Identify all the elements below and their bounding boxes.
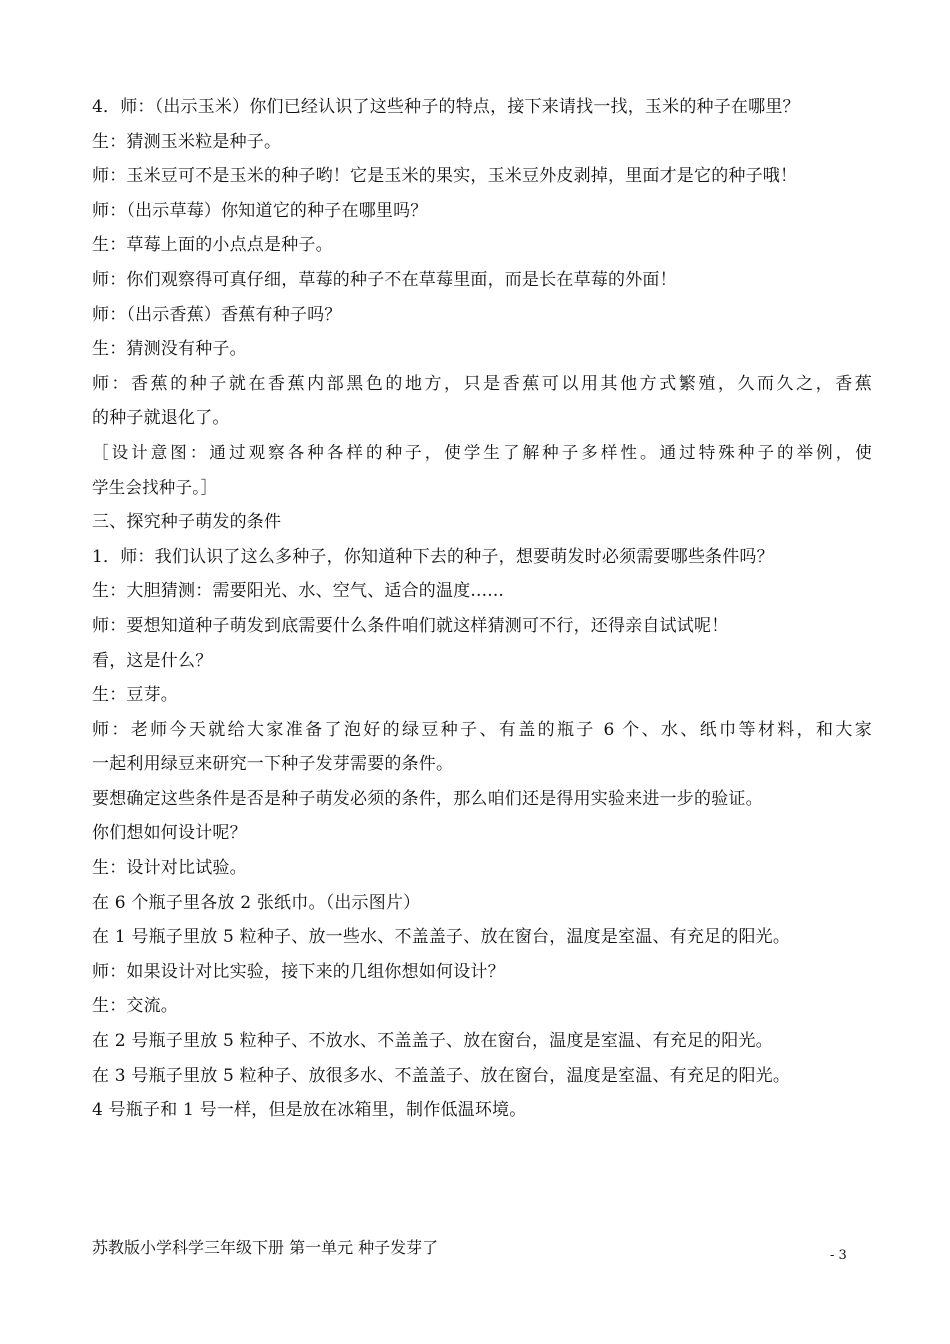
- paragraph-line: 师：老师今天就给大家准备了泡好的绿豆种子、有盖的瓶子 6 个、水、纸巾等材料，和大家: [92, 719, 872, 740]
- paragraph-line: 要想确定这些条件是否是种子萌发必须的条件，那么咱们还是得用实验来进一步的验证。: [92, 788, 763, 809]
- paragraph-line: 一起利用绿豆来研究一下种子发芽需要的条件。: [92, 754, 454, 775]
- paragraph-line: 师：如果设计对比实验，接下来的几组你想如何设计？: [92, 961, 505, 982]
- page-number: - 3: [830, 1248, 847, 1263]
- paragraph-line: 生：草莓上面的小点点是种子。: [92, 235, 333, 256]
- paragraph-line: 生：设计对比试验。: [92, 858, 247, 879]
- paragraph-line: 师：你们观察得可真仔细，草莓的种子不在草莓里面，而是长在草莓的外面！: [92, 269, 677, 290]
- body-text: [92, 90, 872, 1128]
- paragraph-line: 4 号瓶子和 1 号一样，但是放在冰箱里，制作低温环境。: [92, 1100, 527, 1121]
- paragraph-line: 看，这是什么？: [92, 650, 213, 671]
- paragraph-line: 4．师：（出示玉米）你们已经认识了这些种子的特点，接下来请找一找，玉米的种子在哪里？: [92, 97, 800, 117]
- design-intent-note: 学生会找种子。］: [92, 477, 218, 497]
- design-intent-note: ［设计意图：通过观察各种各样的种子，使学生了解种子多样性。通过特殊种子的举例，使: [92, 442, 872, 462]
- paragraph-line: 师：（出示草莓）你知道它的种子在哪里吗？: [92, 200, 428, 221]
- paragraph-line: 生：豆芽。: [92, 685, 178, 706]
- paragraph-line: 师：香蕉的种子就在香蕉内部黑色的地方，只是香蕉可以用其他方式繁殖，久而久之，香蕉: [92, 373, 872, 394]
- paragraph-line: 你们想如何设计呢？: [92, 823, 247, 844]
- paragraph-line: 师：玉米豆可不是玉米的种子哟！它是玉米的果实，玉米豆外皮剥掉，里面才是它的种子哦！: [92, 166, 798, 187]
- paragraph-line: 生：猜测玉米粒是种子。: [92, 131, 282, 152]
- paragraph-line: 师：（出示香蕉）香蕉有种子吗？: [92, 304, 342, 325]
- paragraph-line: 生：交流。: [92, 996, 178, 1017]
- paragraph-line: 在 6 个瓶子里各放 2 张纸巾。（出示图片）: [92, 892, 421, 913]
- paragraph-line: 生：大胆猜测：需要阳光、水、空气、适合的温度......: [92, 581, 505, 602]
- section-heading: 三、探究种子萌发的条件: [92, 512, 282, 533]
- paragraph-line: 1．师：我们认识了这么多种子，你知道种下去的种子，想要萌发时必须需要哪些条件吗？: [92, 546, 774, 567]
- paragraph-line: 在 2 号瓶子里放 5 粒种子、不放水、不盖盖子、放在窗台，温度是室温、有充足的阳光。: [92, 1031, 773, 1052]
- paragraph-line: 在 1 号瓶子里放 5 粒种子、放一些水、不盖盖子、放在窗台，温度是室温、有充足的阳光。: [92, 927, 791, 948]
- paragraph-line: 的种子就退化了。: [92, 408, 230, 429]
- paragraph-line: 生：猜测没有种子。: [92, 339, 247, 360]
- footer-title: 苏教版小学科学三年级下册 第一单元 种子发芽了: [92, 1238, 439, 1257]
- paragraph-line: 在 3 号瓶子里放 5 粒种子、放很多水、不盖盖子、放在窗台，温度是室温、有充足的阳光。: [92, 1065, 791, 1086]
- paragraph-line: 师：要想知道种子萌发到底需要什么条件咱们就这样猜测可不行，还得亲自试试呢！: [92, 615, 729, 636]
